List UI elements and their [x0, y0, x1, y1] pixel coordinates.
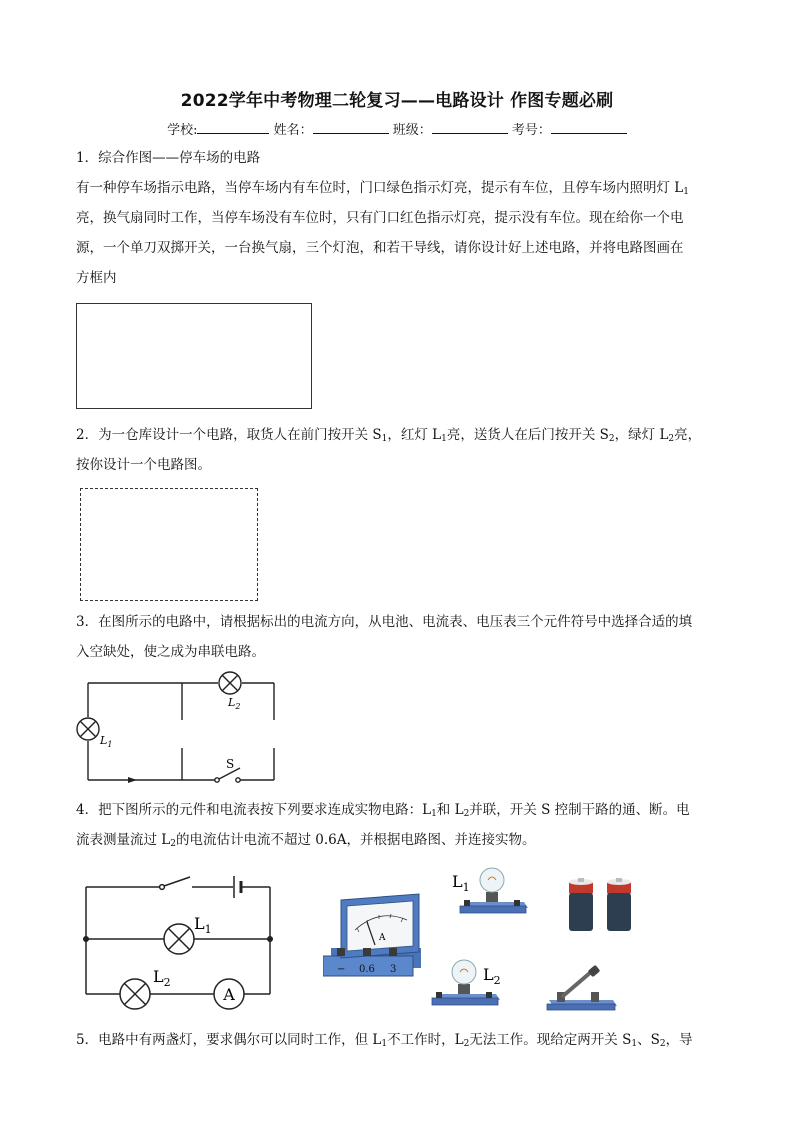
- school-blank[interactable]: [197, 120, 269, 134]
- q2-sub-s2: 2: [608, 434, 615, 444]
- bulb-l1-device[interactable]: [452, 858, 542, 918]
- q3-circuit-figure: [70, 670, 280, 785]
- ammeter-symbol-label: A: [223, 985, 235, 1004]
- q5-sub-s2: 2: [659, 1039, 666, 1049]
- q1-line3: 源，一个单刀双掷开关，一台换气扇，三个灯泡，和若干导线，请你设计好上述电路，并将电路图画在: [76, 240, 684, 256]
- q5-sub-s1: 1: [631, 1039, 638, 1049]
- q1-line1-sub: 1: [683, 187, 689, 197]
- q4-line1: [76, 800, 690, 824]
- q5-line1: [76, 1030, 693, 1054]
- q5-text-d: 、S: [637, 1032, 660, 1048]
- q4-switch-icon: [160, 877, 190, 889]
- school-label: 学校:: [167, 123, 198, 138]
- q1-line4: 方框内: [76, 270, 117, 286]
- name-label: 姓名：: [273, 123, 313, 138]
- q1-heading: 1．综合作图——停车场的电路: [76, 150, 261, 166]
- q4-label-l1: $L_1$: [194, 914, 212, 936]
- q5-text-e: ，导: [665, 1032, 693, 1048]
- q2-line1: [76, 425, 701, 449]
- name-blank[interactable]: [313, 120, 389, 134]
- q5-sub-2: 2: [463, 1039, 470, 1049]
- q4-circuit-diagram: [76, 872, 276, 1012]
- q5-text-a: 5．电路中有两盏灯，要求偶尔可以同时工作，但 L: [76, 1032, 382, 1048]
- page-title: 2022学年中考物理二轮复习——电路设计 作图专题必刷: [180, 91, 614, 111]
- q3-lamp-l1-icon: [77, 718, 99, 740]
- q4-sub-3: 2: [170, 839, 176, 849]
- q3-label-l1: $L_1$: [100, 734, 113, 749]
- q5-text-c: 无法工作。现给定两开关 S: [469, 1032, 632, 1048]
- batteries-device[interactable]: [565, 877, 645, 937]
- exam-no-blank[interactable]: [551, 120, 627, 134]
- student-info-line: [0, 119, 794, 138]
- junction-dot-left: [83, 936, 89, 942]
- q4-line2: [76, 830, 536, 854]
- q5-sub-1: 1: [381, 1039, 388, 1049]
- q4-sub-2: 2: [463, 809, 470, 819]
- q4-text-a: 4．把下图所示的元件和电流表按下列要求连成实物电路：L: [76, 802, 432, 818]
- battery-2-icon[interactable]: [607, 878, 631, 931]
- terminal-minus-label: −: [337, 964, 346, 975]
- q4-battery-icon: [234, 876, 241, 898]
- q3-lamp-l2-icon: [219, 672, 241, 694]
- terminal-3-label: 3: [390, 964, 397, 975]
- q1-line2: 亮，换气扇同时工作，当停车场没有车位时，只有门口红色指示灯亮，提示没有车位。现在给你一个电: [76, 210, 684, 226]
- q4-text-b: 和 L: [436, 802, 464, 818]
- q3-label-l2: $L_2$: [228, 696, 241, 711]
- q3-line1: 3．在图所示的电路中，请根据标出的电流方向，从电池、电流表、电压表三个元件符号中选择合适的填: [76, 614, 693, 630]
- q4-text-d: 流表测量流过 L: [76, 832, 171, 848]
- q4-ammeter-symbol-icon: [214, 979, 244, 1009]
- q2-text-a: 2．为一仓库设计一个电路，取货人在前门按开关 S: [76, 427, 382, 443]
- q2-line2: 按你设计一个电路图。: [76, 457, 211, 473]
- q4-text-c: 并联，开关 S 控制干路的通、断。电: [469, 802, 690, 818]
- current-arrow-icon: [128, 777, 137, 783]
- junction-dot-right: [267, 936, 273, 942]
- q3-label-s: S: [226, 757, 235, 771]
- bulb2-label: $L_2$: [483, 965, 501, 987]
- exam-no-label: 考号：: [511, 123, 551, 138]
- q1-line1: [76, 178, 689, 202]
- q4-lamp-l2-icon: [120, 979, 150, 1009]
- bulb1-label: $L_1$: [452, 872, 470, 894]
- q2-sub-s1: 1: [381, 434, 388, 444]
- q2-text-d: ，绿灯 L: [614, 427, 669, 443]
- q5-text-b: 不工作时，L: [387, 1032, 464, 1048]
- class-blank[interactable]: [432, 120, 508, 134]
- q2-answer-box[interactable]: [80, 488, 258, 601]
- q1-answer-box[interactable]: [76, 303, 312, 409]
- q2-text-b: ，红灯 L: [387, 427, 442, 443]
- class-label: 班级：: [392, 123, 432, 138]
- q2-text-e: 亮，: [674, 427, 702, 443]
- ammeter-device[interactable]: [323, 890, 423, 980]
- terminal-06-label: 0.6: [359, 964, 375, 975]
- q2-text-c: 亮，送货人在后门按开关 S: [446, 427, 609, 443]
- q4-lamp-l1-icon: [164, 924, 194, 954]
- q4-label-l2: $L_2$: [153, 967, 171, 989]
- q4-text-e: 的电流估计电流不超过 0.6A，并根据电路图、并连接实物。: [176, 832, 536, 848]
- q2-sub-l2: 2: [668, 434, 675, 444]
- ammeter-device-symbol: A: [379, 933, 386, 943]
- knife-switch-device[interactable]: [545, 962, 625, 1012]
- q2-sub-l1: 1: [441, 434, 447, 444]
- q1-line1-text: 有一种停车场指示电路，当停车场内有车位时，门口绿色指示灯亮，提示有车位，且停车场内照明灯 L: [76, 180, 684, 196]
- q3-line2: 入空缺处，使之成为串联电路。: [76, 644, 265, 660]
- q4-sub-1: 1: [431, 809, 437, 819]
- bulb-l2-device[interactable]: [428, 952, 528, 1012]
- battery-1-icon[interactable]: [569, 878, 593, 931]
